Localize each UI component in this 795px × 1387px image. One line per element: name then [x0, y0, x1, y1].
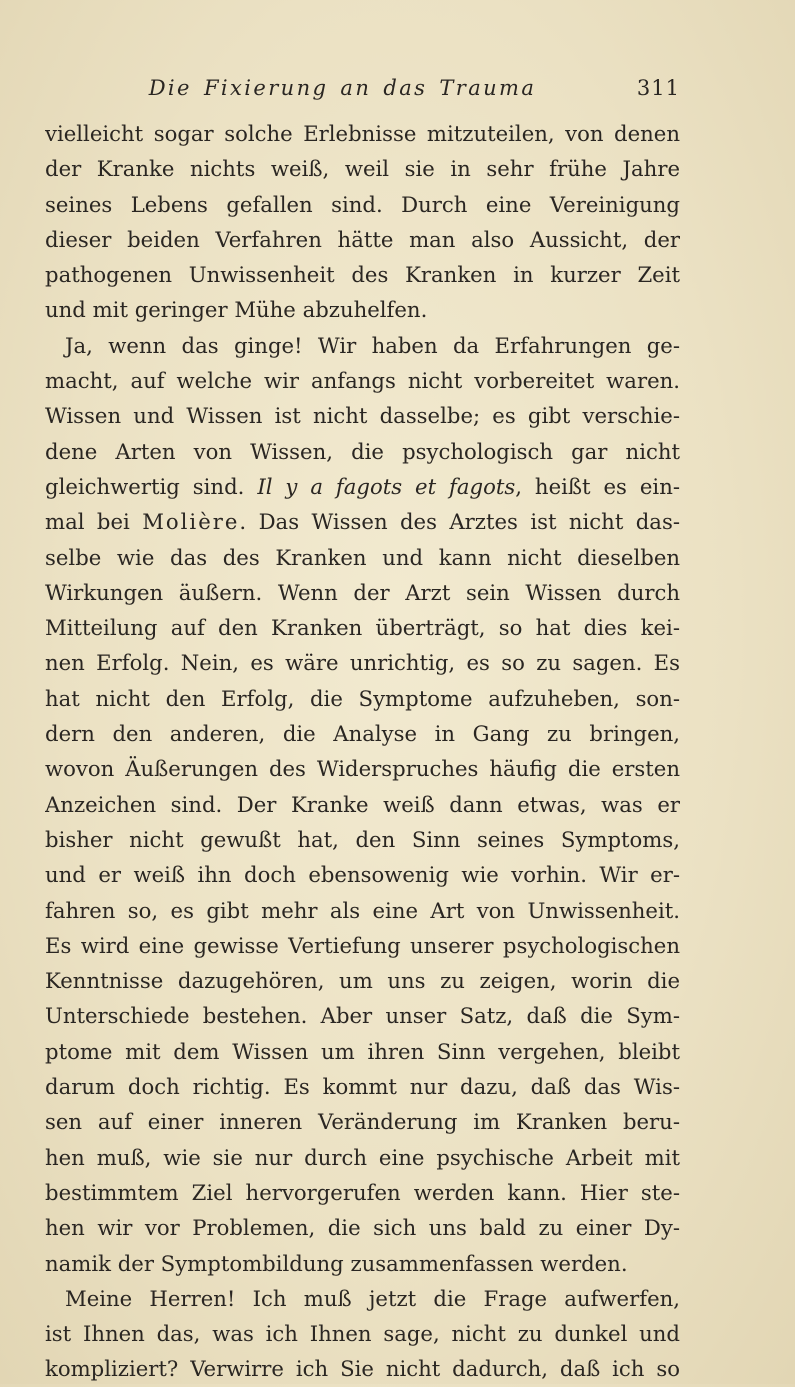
text-line: hen muß, wie sie nur durch eine psychische Arbeit mit	[45, 1144, 680, 1170]
text-line: macht, auf welche wir anfangs nicht vorbereitet waren.	[45, 368, 680, 394]
text-line: selbe wie das des Kranken und kann nicht dieselben	[45, 544, 680, 570]
text-line: darum doch richtig. Es kommt nur dazu, daß das Wis-	[45, 1074, 680, 1100]
text-line: und mit geringer Mühe abzuhelfen.	[45, 297, 428, 323]
page-header	[45, 76, 680, 110]
text-line: dern den anderen, die Analyse in Gang zu bringen,	[45, 721, 680, 747]
text-line: Es wird eine gewisse Vertiefung unserer psychologischen	[45, 932, 680, 958]
body-text	[45, 116, 680, 1387]
text-line: mal bei Molière. Das Wissen des Arztes ist nicht das-	[45, 509, 680, 535]
text-line: Meine Herren! Ich muß jetzt die Frage aufwerfen,	[65, 1285, 680, 1311]
text-line: Unterschiede bestehen. Aber unser Satz, daß die Sym-	[45, 1003, 680, 1029]
text-line: hen wir vor Problemen, die sich uns bald zu einer Dy-	[45, 1215, 680, 1241]
text-line: bisher nicht gewußt hat, den Sinn seines Symptoms,	[45, 826, 680, 852]
text-line: und er weiß ihn doch ebensowenig wie vorhin. Wir er-	[45, 862, 680, 888]
text-line: bestimmtem Ziel hervorgerufen werden kann. Hier ste-	[45, 1179, 680, 1205]
text-line: wovon Äußerungen des Widerspruches häufig die ersten	[45, 756, 680, 782]
text-line: hat nicht den Erfolg, die Symptome aufzuheben, son-	[45, 685, 680, 711]
author-name: Molière	[142, 509, 240, 535]
page-number: 311	[636, 76, 680, 100]
text-line: sen auf einer inneren Veränderung im Kranken beru-	[45, 1109, 680, 1135]
text-line: gleichwertig sind. Il y a fagots et fagots, heißt es ein-	[45, 473, 680, 499]
text-line: der Kranke nichts weiß, weil sie in sehr frühe Jahre	[45, 156, 680, 182]
text-line: fahren so, es gibt mehr als eine Art von Unwissenheit.	[45, 897, 680, 923]
running-title: Die Fixierung an das Trauma	[148, 76, 537, 100]
text-line: Anzeichen sind. Der Kranke weiß dann etwas, was er	[45, 791, 680, 817]
text-line: kompliziert? Verwirre ich Sie nicht dadurch, daß ich so	[45, 1356, 680, 1382]
text-line: Mitteilung auf den Kranken überträgt, so hat dies kei-	[45, 615, 680, 641]
text-line: vielleicht sogar solche Erlebnisse mitzuteilen, von denen	[45, 121, 680, 146]
text-line: dene Arten von Wissen, die psychologisch gar nicht	[45, 438, 680, 464]
text-line: Wissen und Wissen ist nicht dasselbe; es gibt verschie-	[45, 403, 680, 429]
text-line: pathogenen Unwissenheit des Kranken in kurzer Zeit	[45, 262, 680, 288]
text-line: Ja, wenn das ginge! Wir haben da Erfahrungen ge-	[65, 332, 680, 358]
text-line: ptome mit dem Wissen um ihren Sinn vergehen, bleibt	[45, 1038, 680, 1064]
text-line: seines Lebens gefallen sind. Durch eine Vereinigung	[45, 191, 680, 217]
text-line: Kenntnisse dazugehören, um uns zu zeigen, worin die	[45, 968, 680, 994]
text-line: dieser beiden Verfahren hätte man also Aussicht, der	[45, 226, 680, 252]
text-line: Wirkungen äußern. Wenn der Arzt sein Wissen durch	[45, 579, 680, 605]
text-line: ist Ihnen das, was ich Ihnen sage, nicht zu dunkel und	[45, 1321, 680, 1347]
text-line: namik der Symptombildung zusammenfassen werden.	[45, 1250, 628, 1276]
text-line: nen Erfolg. Nein, es wäre unrichtig, es so zu sagen. Es	[45, 650, 680, 676]
french-quote: Il y a fagots et fagots	[257, 473, 516, 499]
